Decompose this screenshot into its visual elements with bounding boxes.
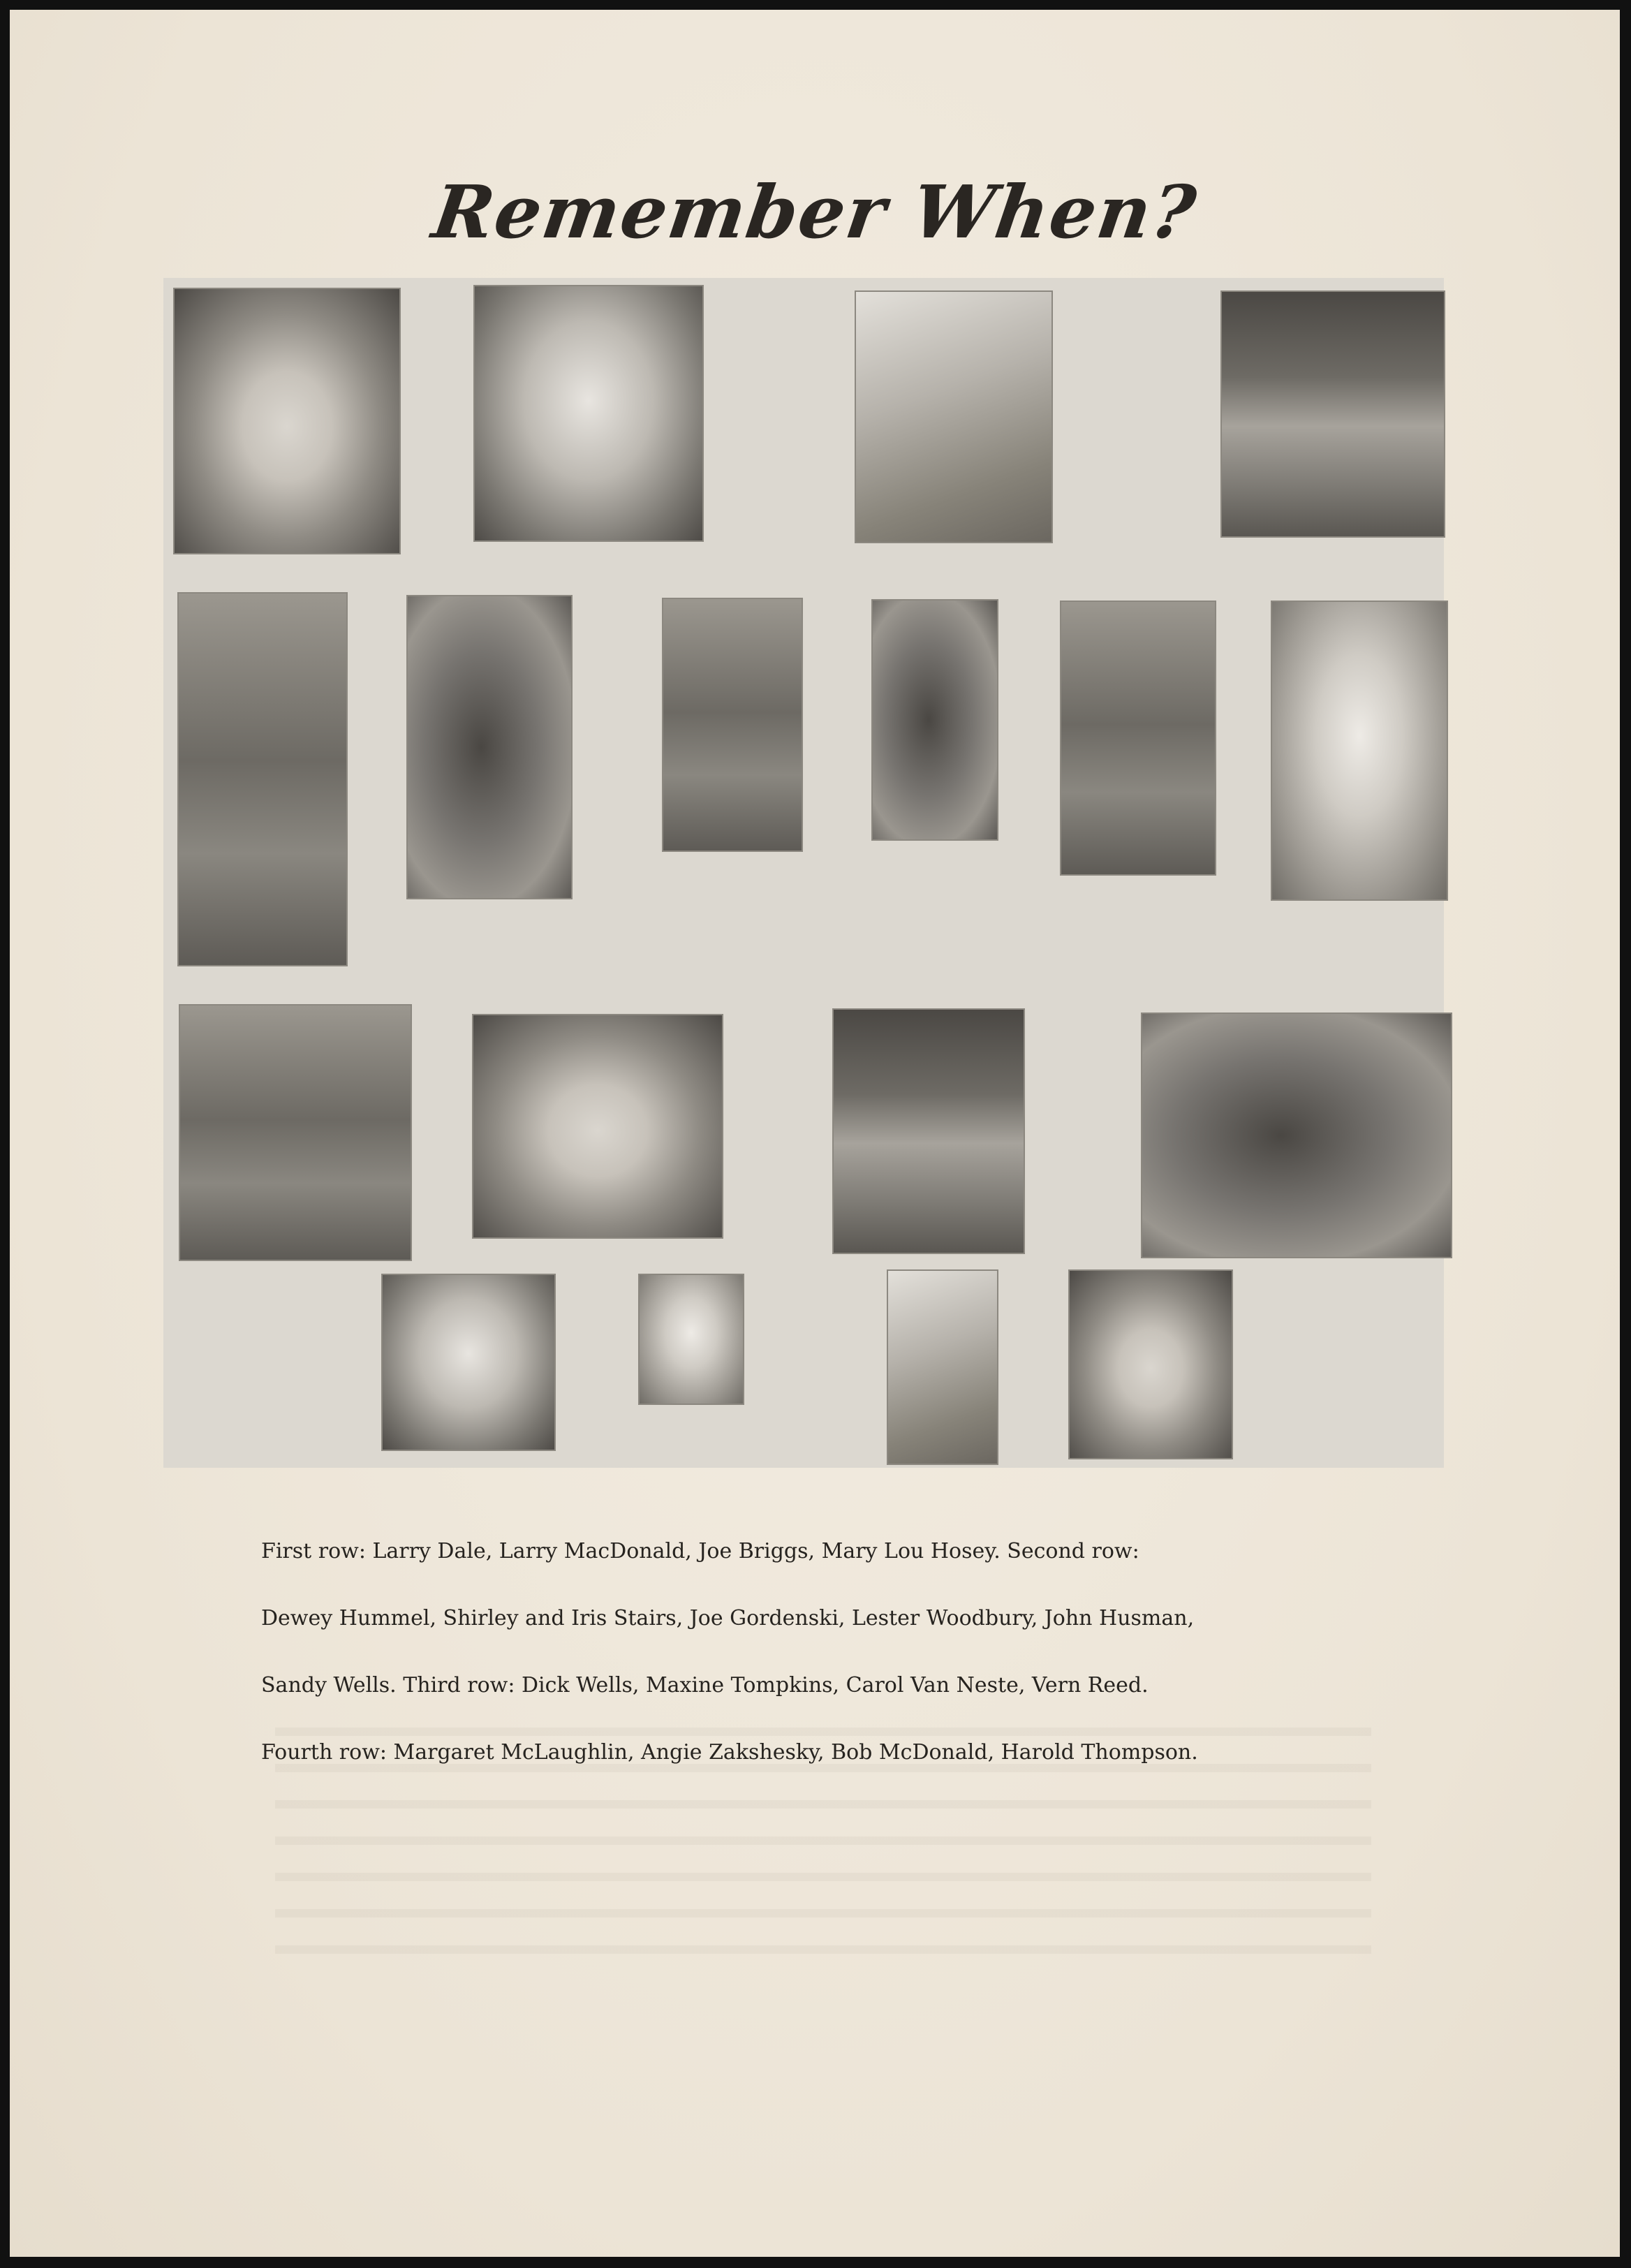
baby-photo [638, 1274, 744, 1405]
yearbook-page [10, 10, 1620, 2257]
photo-collage [163, 278, 1444, 1468]
baby-photo [472, 1014, 723, 1239]
caption-line: Sandy Wells. Third row: Dick Wells, Maxine Tompkins, Carol Van Neste, Vern Reed. [261, 1673, 1149, 1698]
baby-photo [473, 285, 704, 542]
baby-photo [177, 592, 348, 966]
baby-photo [832, 1008, 1025, 1254]
baby-photo [1220, 290, 1445, 538]
caption-line: Dewey Hummel, Shirley and Iris Stairs, Joe Gordenski, Lester Woodbury, John Husman, [261, 1606, 1195, 1630]
baby-photo [406, 595, 573, 899]
baby-photo [179, 1004, 412, 1261]
baby-photo [381, 1274, 556, 1451]
baby-photo [1271, 601, 1448, 901]
baby-photo [662, 598, 803, 852]
baby-photo [1141, 1012, 1452, 1258]
baby-photo [855, 290, 1053, 543]
bleed-through-text [275, 1700, 1371, 1965]
baby-photo [1068, 1269, 1233, 1459]
page-title: Remember When? [427, 169, 1202, 255]
caption-line: First row: Larry Dale, Larry MacDonald, Joe Briggs, Mary Lou Hosey. Second row: [261, 1539, 1139, 1563]
baby-photo [1060, 601, 1216, 876]
baby-photo [871, 599, 998, 841]
caption-line: Fourth row: Margaret McLaughlin, Angie Zakshesky, Bob McDonald, Harold Thompson. [261, 1740, 1198, 1765]
baby-photo [887, 1269, 998, 1465]
baby-photo [173, 288, 401, 554]
